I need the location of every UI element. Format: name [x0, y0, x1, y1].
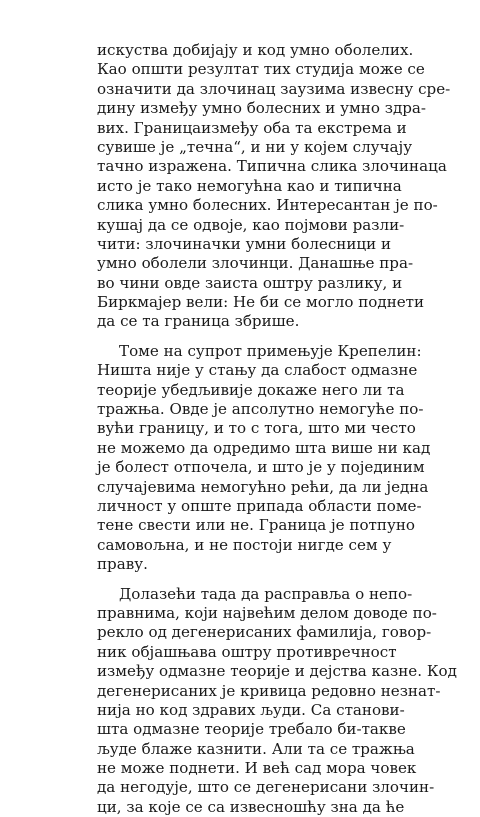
text-column: [97, 41, 457, 817]
text-line: да се та граница збрише.: [97, 312, 300, 331]
text-line: нија но код здравих људи. Са станови-: [97, 700, 405, 719]
text-line: рекло од дегенерисаних фамилија, говор-: [97, 623, 432, 642]
text-line: искуства добијају и код умно оболелих.: [97, 41, 414, 59]
text-line: Ништа није у стању да слабост одмазне: [97, 361, 418, 380]
text-line: ци, за које се са извесношћу зна да ће: [97, 797, 405, 816]
text-line: кушај да се одвоје, као појмови разли-: [97, 215, 405, 234]
text-line: чити: злочиначки умни болесници и: [97, 234, 392, 253]
text-line: шта одмазне теорије требало би-такве: [97, 720, 406, 739]
text-line: во чини овде заиста оштру разлику, и: [97, 273, 403, 292]
text-line: самовољна, и не постоји нигде сем у: [97, 535, 392, 554]
text-line: личност у опште припада области поме-: [97, 496, 422, 515]
text-line: теорије убедљивије докаже него ли та: [97, 380, 405, 399]
text-line: правнима, који највећим делом доводе по-: [97, 603, 437, 622]
text-line: Долазећи тада да расправља о непо-: [119, 584, 413, 603]
text-line: Биркмајер вели: Не би се могло поднети: [97, 293, 425, 312]
text-line: људе блаже казнити. Али та се тражња: [97, 739, 415, 758]
text-line: Томе на супрот примењује Крепелин:: [119, 341, 422, 360]
text-line: сувише је „течна“, и ни у којем случају: [97, 137, 413, 156]
text-line: вући границу, и то с тога, што ми често: [97, 419, 416, 438]
text-line: између одмазне теорије и дејства казне. Код: [97, 662, 457, 681]
text-line: не може поднети. И већ сад мора човек: [97, 759, 417, 778]
text-line: дину између умно болесних и умно здра-: [97, 99, 427, 118]
text-line: тене свести или не. Граница је потпуно: [97, 516, 415, 535]
text-line: не можемо да одредимо шта више ни кад: [97, 438, 431, 457]
text-line: случајевима немогућно рећи, да ли једна: [97, 477, 429, 496]
text-line: исто је тако немогућна као и типична: [97, 176, 402, 195]
text-line: ник објашњава оштру противречност: [97, 642, 397, 661]
text-line: умно оболели злочинци. Данашње пра-: [97, 254, 414, 273]
paragraph-2: [97, 341, 431, 575]
text-line: Као општи резултат тих студија може се: [97, 60, 425, 79]
text-line: тражња. Овде је апсолутно немогуће по-: [97, 400, 424, 419]
text-line: је болест отпочела, и што је у појединим: [97, 458, 425, 477]
text-line: слика умно болесних. Интересантан је по-: [97, 196, 438, 215]
text-line: тачно изражена. Типична слика злочинаца: [97, 157, 447, 176]
paragraph-3: [97, 584, 457, 817]
text-line: праву.: [97, 555, 148, 574]
text-line: вих. Границаизмеђу оба та екстрема и: [97, 118, 407, 137]
text-line: означити да злочинац заузима извесну сре-: [97, 79, 451, 98]
text-line: дегенерисаних је кривица редовно незнат-: [97, 681, 441, 700]
paragraph-1: [97, 41, 451, 332]
text-line: да негодује, што се дегенерисани злочин-: [97, 778, 435, 797]
